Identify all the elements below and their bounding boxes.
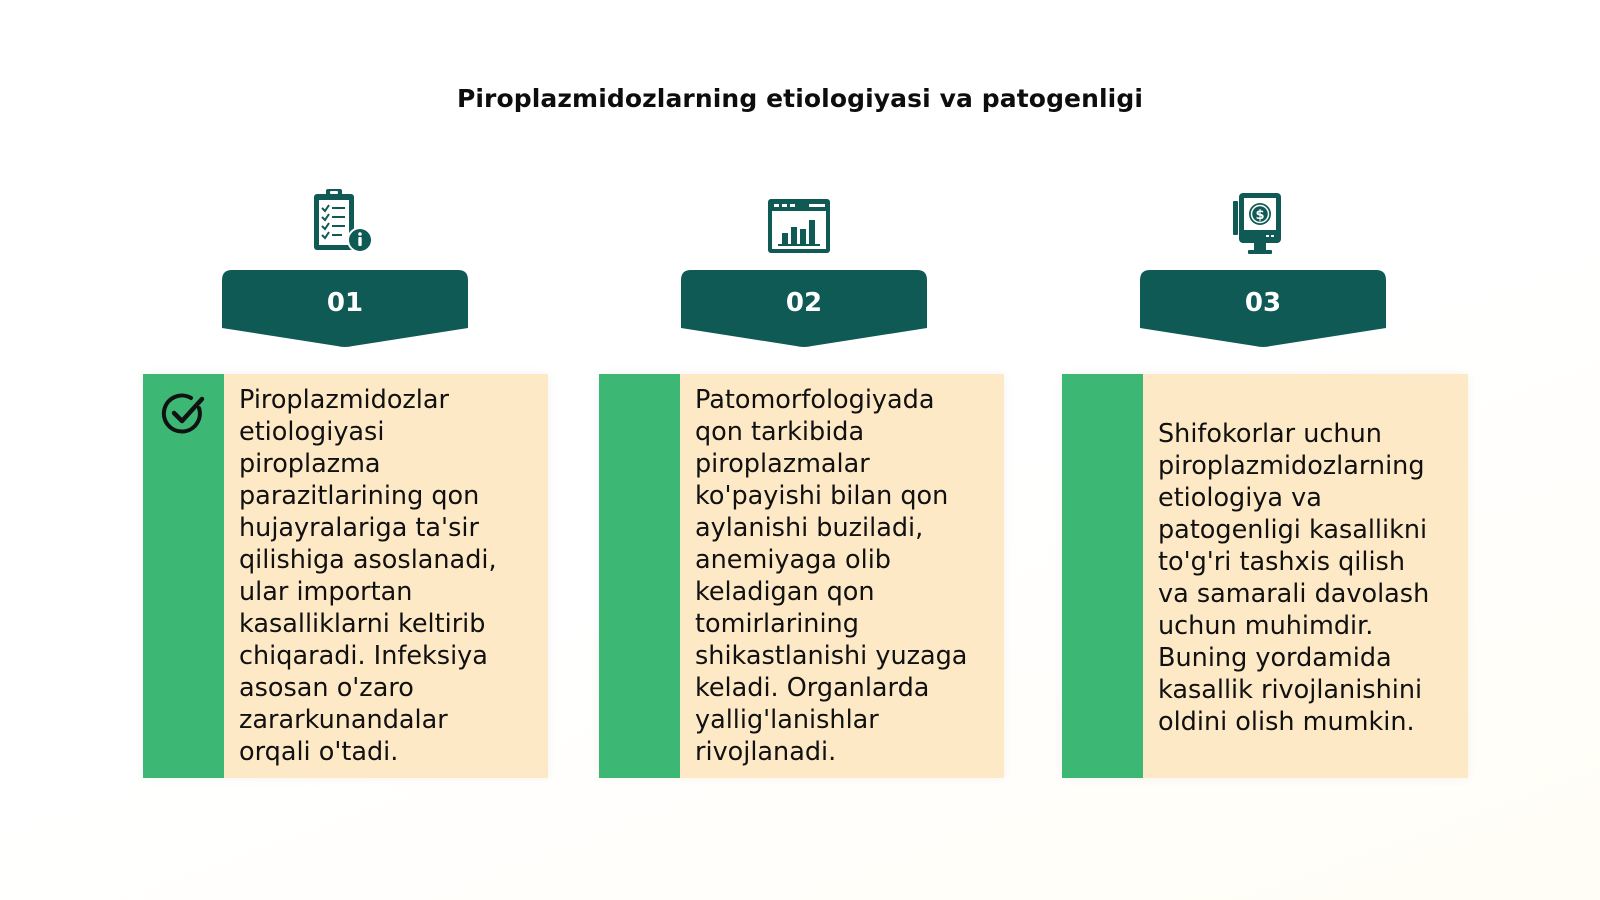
page-title: Piroplazmidozlarning etiologiyasi va patogenligi bbox=[456, 84, 1144, 113]
card-body bbox=[224, 374, 548, 778]
card-accent-strip bbox=[1062, 374, 1143, 778]
card-text: Patomorfologiyada qon tarkibida piroplazmalar ko'payishi bilan qon aylanishi buziladi, anemiyaga olib keladigan qon tomirlarining shikastlanishi yuzaga keladi. Organlarda yallig'lanishlar rivojlanadi. bbox=[695, 385, 968, 767]
card-text: Shifokorlar uchun piroplazmidozlarning etiologiya va patogenligi kasallikni to'g'ri tashxis qilish va samarali davolash uchun muhimdir. Buning yordamida kasallik rivojlanishini oldini olish mumkin. bbox=[1158, 419, 1430, 737]
card-body bbox=[1143, 374, 1468, 778]
monitor-dollar-icon bbox=[1230, 192, 1300, 262]
card-accent-strip bbox=[143, 374, 224, 778]
browser-bar-chart-icon bbox=[765, 196, 835, 266]
card-body bbox=[680, 374, 1004, 778]
card-accent-strip bbox=[599, 374, 680, 778]
step-badge-03 bbox=[1140, 270, 1386, 348]
info-card-01 bbox=[143, 374, 548, 778]
card-text: Piroplazmidozlar etiologiyasi piroplazma parazitlarining qon hujayralariga ta'sir qilishiga asoslanadi, ular importan kasalliklarni keltirib chiqaradi. Infeksiya asosan o'zaro zararkunandalar orqali o'tadi. bbox=[239, 385, 497, 767]
step-badge-01 bbox=[222, 270, 468, 348]
step-number: 02 bbox=[785, 288, 823, 318]
step-number: 03 bbox=[1244, 288, 1282, 318]
info-card-02 bbox=[599, 374, 1004, 778]
info-card-03 bbox=[1062, 374, 1468, 778]
clipboard-checklist-info-icon bbox=[310, 188, 380, 258]
svg-text:$: $ bbox=[1255, 208, 1265, 223]
check-circle-icon bbox=[161, 392, 207, 438]
step-number: 01 bbox=[326, 288, 364, 318]
step-badge-02 bbox=[681, 270, 927, 348]
